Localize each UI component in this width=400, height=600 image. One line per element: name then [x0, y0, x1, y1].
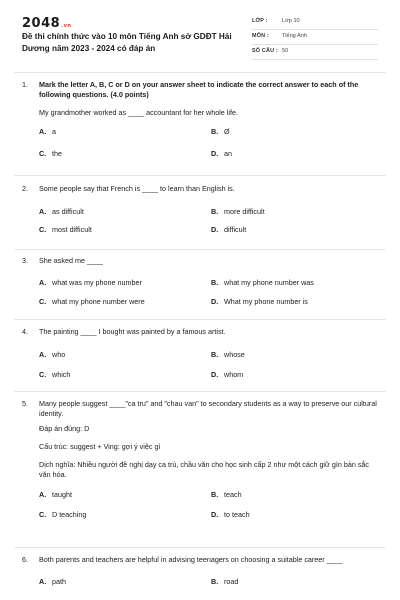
option-a[interactable]: A. what was my phone number: [39, 277, 142, 287]
divider: [14, 547, 386, 548]
meta-value: 50: [282, 48, 289, 55]
option-d[interactable]: D. difficult: [211, 224, 247, 234]
option-b[interactable]: B. Ø: [211, 127, 230, 137]
options: [39, 278, 378, 328]
option-b[interactable]: B. whose: [211, 349, 245, 359]
question-6: [22, 555, 378, 591]
question-sentence: My grandmother worked as ____ accountant for her whole life.: [39, 108, 238, 118]
options: [39, 350, 378, 400]
question-number: 4.: [22, 327, 28, 336]
option-c[interactable]: C. what my phone number were: [39, 296, 145, 306]
document-title: Đề thi chính thức vào 10 môn Tiếng Anh sở GDĐT Hải Dương năm 2023 - 2024 có đáp án: [22, 32, 232, 53]
option-d[interactable]: D. an: [211, 149, 232, 159]
option-a[interactable]: A. path: [39, 576, 66, 586]
option-a[interactable]: A. as difficult: [39, 206, 84, 216]
option-b[interactable]: B. more difficult: [211, 206, 265, 216]
divider: [14, 175, 386, 176]
meta-row-class: [252, 15, 378, 30]
question-text: Mark the letter A, B, C or D on your answer sheet to indicate the correct answer to each of the following questions. (4.0 points): [39, 80, 359, 99]
option-b[interactable]: B. what my phone number was: [211, 277, 314, 287]
divider: [14, 249, 386, 250]
option-d[interactable]: D. to teach: [211, 510, 250, 520]
option-c[interactable]: C. D teaching: [39, 510, 87, 520]
page-header: [0, 0, 400, 70]
question-3: [22, 256, 378, 328]
meta-value: Lớp 10: [282, 18, 300, 25]
question-5: [22, 399, 378, 540]
option-c[interactable]: C. the: [39, 149, 62, 159]
option-a[interactable]: A. a: [39, 127, 56, 137]
divider: [14, 391, 386, 392]
option-d[interactable]: D. What my phone number is: [211, 296, 308, 306]
site-logo[interactable]: [22, 15, 71, 33]
option-c[interactable]: C. most difficult: [39, 224, 92, 234]
meta-label: LỚP :: [252, 18, 268, 25]
question-text: Many people suggest ____"ca tru" and "chau van" to secondary students as a way to preserve our cultural identity.: [39, 399, 377, 418]
question-4: [22, 327, 378, 400]
option-b[interactable]: B. road: [211, 576, 239, 586]
meta-row-count: [252, 45, 378, 60]
option-b[interactable]: B. teach: [211, 490, 242, 500]
logo-text: 2048: [22, 16, 61, 31]
question-1: [22, 80, 378, 177]
logo-domain: .vn: [61, 23, 72, 29]
option-a[interactable]: A. taught: [39, 490, 72, 500]
options: [39, 490, 378, 540]
meta-label: SỐ CÂU :: [252, 48, 278, 55]
question-text: Both parents and teachers are helpful in advising teenagers on choosing a suitable career ____: [39, 555, 343, 564]
option-c[interactable]: C. which: [39, 369, 71, 379]
structure-note: Cấu trúc: suggest + Ving: gợi ý việc gì: [39, 442, 161, 452]
question-number: 3.: [22, 256, 28, 265]
question-text: The painting ____ I bought was painted by a famous artist.: [39, 327, 226, 336]
document-meta: [252, 15, 378, 60]
question-text: Some people say that French is ____ to learn than English is.: [39, 184, 235, 193]
meta-row-subject: [252, 30, 378, 45]
question-text: She asked me ____: [39, 256, 103, 265]
options: [39, 577, 378, 591]
translation-note: Dịch nghĩa: Nhiều người đề nghị dạy ca trù, chầu văn cho học sinh cấp 2 như một cách giữ gìn bản sắc văn hóa.: [39, 459, 370, 479]
question-number: 1.: [22, 80, 28, 89]
question-2: [22, 184, 378, 257]
question-number: 2.: [22, 184, 28, 193]
options: [39, 127, 378, 177]
option-a[interactable]: A. who: [39, 349, 66, 359]
question-number: 6.: [22, 555, 28, 564]
answer-key: Đáp án đúng: D: [39, 424, 90, 434]
option-d[interactable]: D. whom: [211, 369, 244, 379]
question-number: 5.: [22, 399, 28, 408]
meta-label: MÔN :: [252, 33, 269, 40]
divider: [14, 319, 386, 320]
divider: [14, 72, 386, 73]
meta-value: Tiếng Anh: [282, 33, 307, 40]
